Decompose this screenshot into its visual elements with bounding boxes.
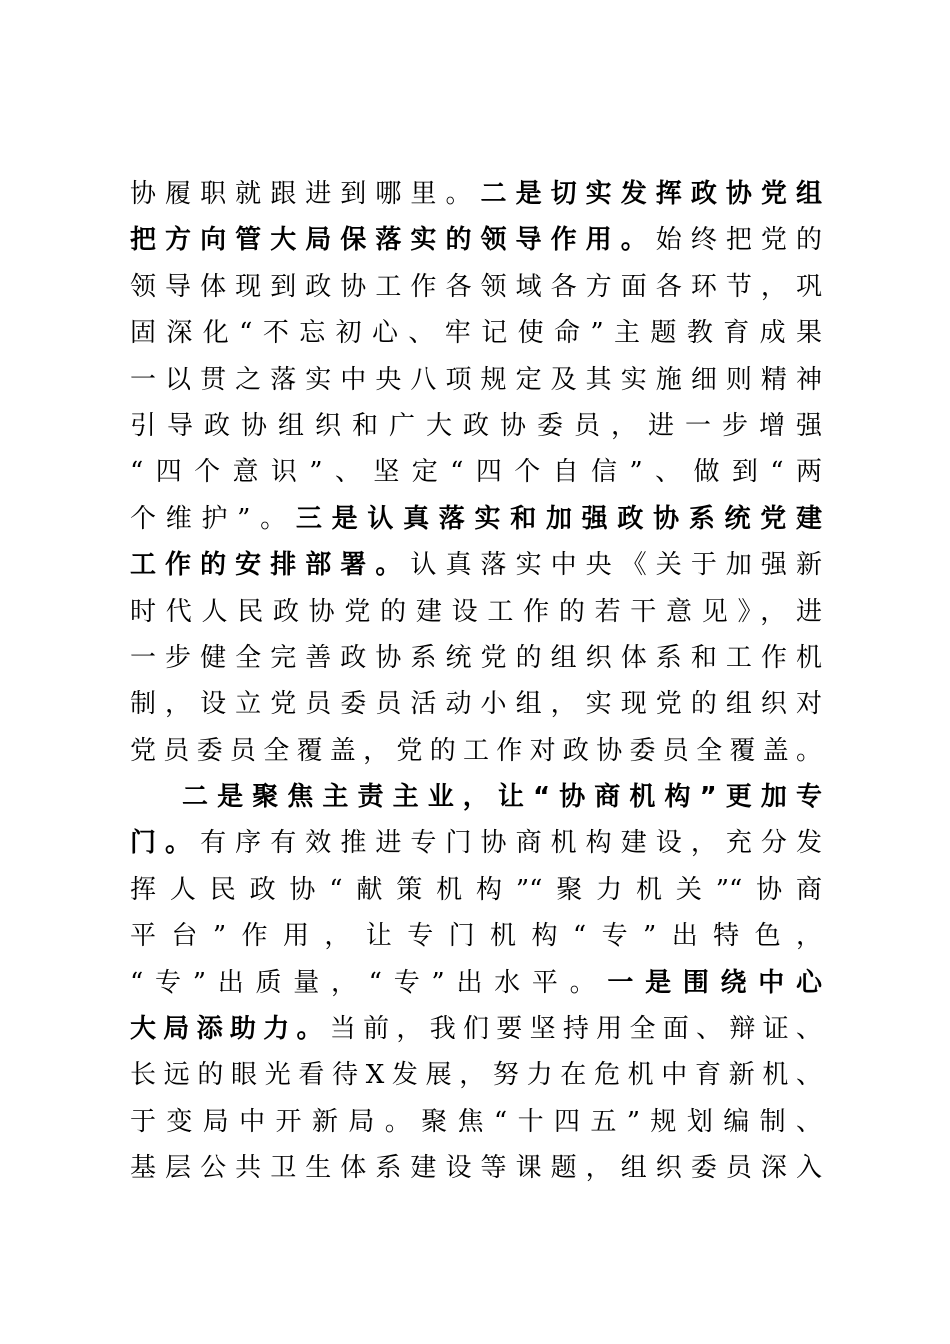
- text-line: [130, 681, 822, 727]
- bold-text-segment: 二是聚焦主责主业，让“协商机构”更加专: [182, 782, 822, 813]
- text-segment: 党员委员全覆盖，党的工作对政协委员全覆盖。: [130, 735, 822, 766]
- text-line: [130, 635, 822, 681]
- text-line: [130, 728, 822, 774]
- text-segment: 基层公共卫生体系建设等课题，组织委员深入: [130, 1153, 822, 1184]
- text-line: [130, 310, 822, 356]
- text-line: [130, 913, 822, 959]
- text-segment: 一以贯之落实中央八项规定及其实施细则精神: [130, 364, 822, 395]
- text-segment: 引导政协组织和广大政协委员，进一步增强: [130, 410, 822, 441]
- text-line: [130, 1052, 822, 1098]
- text-segment: 制，设立党员委员活动小组，实现党的组织对: [130, 689, 822, 720]
- text-line: [130, 449, 822, 495]
- text-segment: 挥人民政协“献策机构”“聚力机关”“协商: [130, 874, 822, 905]
- text-segment: 有序有效推进专门协商机构建设，充分发: [200, 828, 822, 859]
- text-line: [130, 820, 822, 866]
- bold-text-segment: 大局添助力。: [130, 1014, 330, 1045]
- text-line: [130, 1145, 822, 1191]
- bold-text-segment: 工作的安排部署。: [130, 550, 411, 581]
- text-line: [130, 960, 822, 1006]
- bold-text-segment: 二是切实发挥政协党组: [480, 179, 822, 209]
- text-line: [130, 264, 822, 310]
- text-line: [130, 403, 822, 449]
- text-segment: “专”出质量，“专”出水平。: [130, 967, 608, 998]
- text-line: [130, 496, 822, 542]
- text-line: [130, 774, 822, 820]
- text-line: [130, 1006, 822, 1052]
- text-line: [130, 357, 822, 403]
- text-segment: “四个意识”、坚定“四个自信”、做到“两: [130, 457, 822, 488]
- text-line: [130, 589, 822, 635]
- bold-text-segment: 门。: [130, 828, 201, 859]
- text-segment: 时代人民政协党的建设工作的若干意见》，进: [130, 596, 822, 627]
- text-segment: 平台”作用，让专门机构“专”出特色，: [130, 921, 822, 952]
- text-segment: 固深化“不忘初心、牢记使命”主题教育成果: [130, 318, 822, 349]
- text-segment: 协履职就跟进到哪里。: [130, 179, 481, 209]
- text-line: [130, 217, 822, 263]
- bold-text-segment: 一是围绕中心: [607, 967, 822, 998]
- text-line: [130, 542, 822, 588]
- body-text: [130, 171, 822, 1192]
- bold-text-segment: 把方向管大局保落实的领导作用。: [130, 225, 656, 256]
- text-segment: 长远的眼光看待X发展，努力在危机中育新机、: [130, 1060, 822, 1091]
- text-segment: 领导体现到政协工作各领域各方面各环节，巩: [130, 271, 822, 302]
- text-segment: 始终把党的: [655, 225, 822, 256]
- text-segment: 个维护”。: [130, 503, 296, 534]
- text-segment: 当前，我们要坚持用全面、辩证、: [329, 1014, 822, 1045]
- text-line: [130, 1099, 822, 1145]
- text-segment: 一步健全完善政协系统党的组织体系和工作机: [130, 642, 822, 673]
- text-line: [130, 867, 822, 913]
- text-segment: 认真落实中央《关于加强新: [410, 550, 822, 581]
- bold-text-segment: 三是认真落实和加强政协系统党建: [295, 503, 822, 534]
- text-line: [130, 171, 822, 217]
- text-segment: 于变局中开新局。聚焦“十四五”规划编制、: [130, 1106, 822, 1137]
